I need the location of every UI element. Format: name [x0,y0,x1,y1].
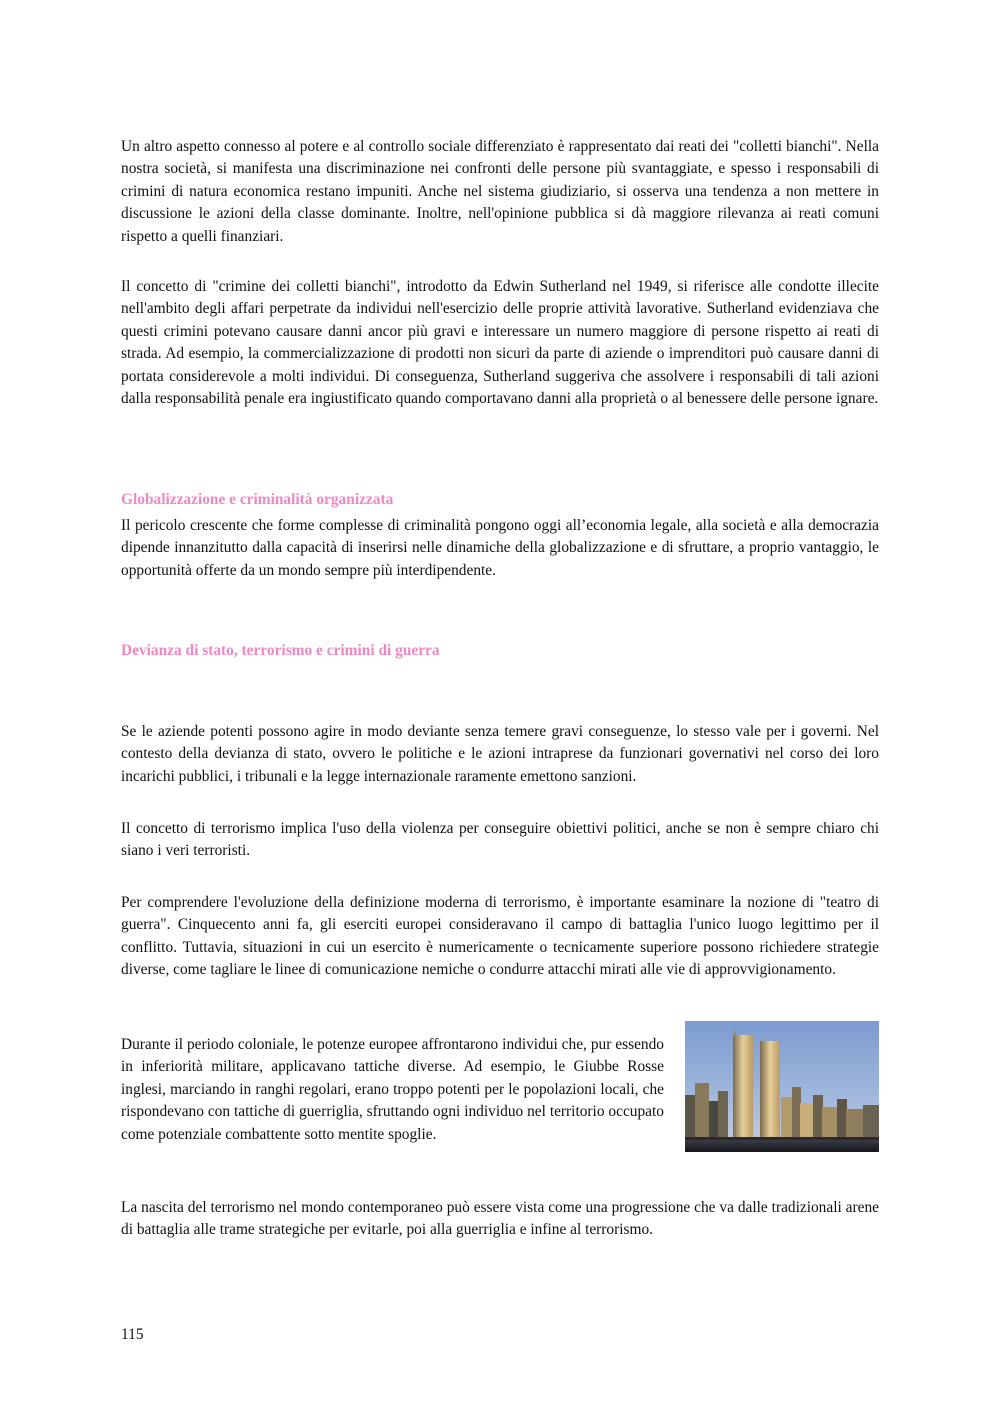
paragraph-sutherland: Il concetto di "crimine dei colletti bianchi", introdotto da Edwin Sutherland nel 1949, si riferisce alle condotte illecite nell'ambito degli affari perpetrate da individui nell'esercizio delle proprie attività lavorative. Sutherland evidenziava che questi crimini potevano causare danni ancor più gravi e interessare un numero maggiore di persone rispetto ai reati di strada. Ad esempio, la commercializzazione di prodotti non sicuri da parte di aziende o imprenditori può causare danni di portata considerevole a molti individui. Di conseguenza, Sutherland suggeriva che assolvere i responsabili di tali azioni dalla responsabilità penale era ingiustificato quando comportavano danni alla proprietà o al benessere delle persone ignare. [121,278,879,408]
paragraph-periodo-coloniale: Durante il periodo coloniale, le potenze europee affrontarono individui che, pur essendo in inferiorità militare, applicavano tattiche diverse. Ad esempio, le Giubbe Rosse inglesi, marciando in ranghi regolari, erano troppo potenti per le popolazioni locali, che rispondevano con tattiche di guerriglia, sfruttando ogni individuo nel territorio occupato come potenziale combattente sotto mentite spoglie. [121,1036,664,1143]
paragraph-white-collar-intro: Un altro aspetto connesso al potere e al controllo sociale differenziato è rappresentato dai reati dei "colletti bianchi". Nella nostra società, si manifesta una discriminazione nei confronti delle persone più svantaggiate, e spesso i responsabili di crimini di natura economica restano impuniti. Anche nel sistema giudiziario, si osserva una tendenza a non mettere in discussione le azioni della classe dominante. Inoltre, nell'opinione pubblica si dà maggiore rilevanza ai reati comuni rispetto a quelli finanziari. [121,138,879,245]
paragraph-devianza-stato: Se le aziende potenti possono agire in modo deviante senza temere gravi conseguenze, lo stesso vale per i governi. Nel contesto della devianza di stato, ovvero le politiche e le azioni intraprese da funzionari governativi nel corso dei loro incarichi pubblici, i tribunali e la legge internazionale raramente emettono sanzioni. [121,723,879,785]
paragraph-nascita-terrorismo: La nascita del terrorismo nel mondo contemporaneo può essere vista come una progressione che va dalle tradizionali arene di battaglia alle trame strategiche per evitarle, poi alla guerriglia e infine al terrorismo. [121,1199,879,1239]
paragraph-globalizzazione: Il pericolo crescente che forme complesse di criminalità pongono oggi all’economia legale, alla società e alla democrazia dipende innanzitutto dalla capacità di inserirsi nelle dinamiche della globalizzazione e di sfruttare, a proprio vantaggio, le opportunità offerte da un mondo sempre più interdipendente. [121,517,879,579]
paragraph-terrorismo-definizione: Il concetto di terrorismo implica l'uso della violenza per conseguire obiettivi politici, anche se non è sempre chiaro chi siano i veri terroristi. [121,820,879,860]
twin-towers-skyline-photo [685,1021,879,1152]
page-number: 115 [121,1326,144,1343]
paragraph-teatro-di-guerra: Per comprendere l'evoluzione della definizione moderna di terrorismo, è importante esaminare la nozione di "teatro di guerra". Cinquecento anni fa, gli eserciti europei consideravano il campo di battaglia l'unico luogo legittimo per il conflitto. Tuttavia, situazioni in cui un esercito è numericamente o tecnicamente superiore possono richiedere strategie diverse, come tagliare le linee di comunicazione nemiche o condurre attacchi mirati alle vie di approvvigionamento. [121,894,879,979]
heading-globalizzazione: Globalizzazione e criminalità organizzata [121,491,394,508]
heading-devianza: Devianza di stato, terrorismo e crimini di guerra [121,642,440,659]
